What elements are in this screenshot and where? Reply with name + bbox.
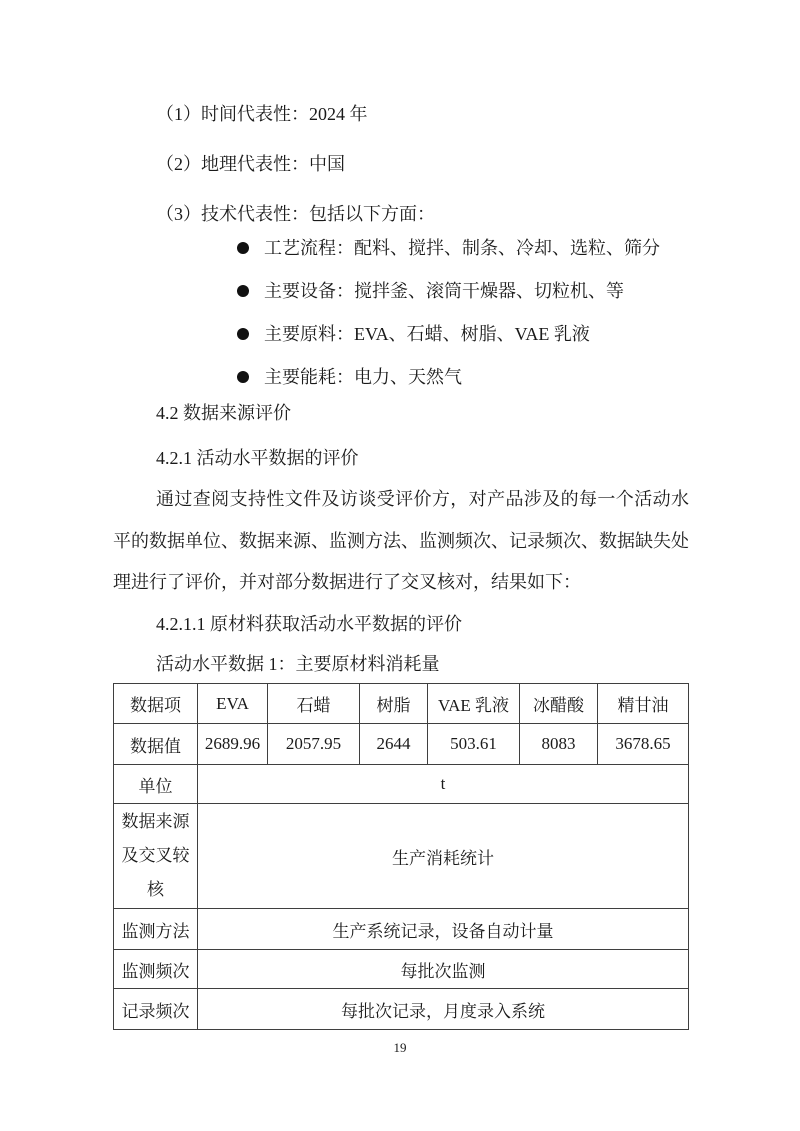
table-row bbox=[114, 724, 689, 765]
bullet-item-materials bbox=[237, 322, 590, 346]
table-row bbox=[114, 765, 689, 804]
column-header: VAE 乳液 bbox=[428, 684, 520, 724]
cell-value: 2057.95 bbox=[268, 724, 360, 765]
cell-value: 生产系统记录，设备自动计量 bbox=[198, 909, 689, 950]
row-label: 数据来源及交叉较核 bbox=[114, 804, 198, 909]
bullet-dot-icon bbox=[237, 285, 249, 297]
cell-value: 生产消耗统计 bbox=[198, 804, 689, 909]
cell-value: 2689.96 bbox=[198, 724, 268, 765]
table-row bbox=[114, 684, 689, 724]
row-label: 单位 bbox=[114, 765, 198, 804]
table-caption: 活动水平数据 1：主要原材料消耗量 bbox=[156, 654, 440, 674]
table-row bbox=[114, 804, 689, 909]
heading-4-2-1: 4.2.1 活动水平数据的评价 bbox=[156, 448, 359, 468]
column-header: 石蜡 bbox=[268, 684, 360, 724]
bullet-text: 工艺流程：配料、搅拌、制条、冷却、选粒、筛分 bbox=[264, 238, 660, 258]
column-header: 冰醋酸 bbox=[520, 684, 598, 724]
bullet-item-process bbox=[237, 236, 660, 260]
bullet-text: 主要能耗：电力、天然气 bbox=[264, 367, 462, 387]
column-header: 精甘油 bbox=[598, 684, 689, 724]
cell-value: 2644 bbox=[360, 724, 428, 765]
cell-value: t bbox=[198, 765, 689, 804]
row-label: 监测频次 bbox=[114, 950, 198, 989]
bullet-dot-icon bbox=[237, 371, 249, 383]
heading-4-2-1-1: 4.2.1.1 原材料获取活动水平数据的评价 bbox=[156, 614, 462, 634]
numbered-item-3: （3）技术代表性：包括以下方面： bbox=[156, 204, 435, 224]
table-row bbox=[114, 989, 689, 1030]
column-header: EVA bbox=[198, 684, 268, 724]
bullet-text: 主要设备：搅拌釜、滚筒干燥器、切粒机、等 bbox=[264, 281, 624, 301]
cell-value: 8083 bbox=[520, 724, 598, 765]
bullet-item-equipment bbox=[237, 279, 624, 303]
bullet-item-energy bbox=[237, 365, 462, 389]
table-row bbox=[114, 909, 689, 950]
bullet-text: 主要原料：EVA、石蜡、树脂、VAE 乳液 bbox=[264, 324, 590, 344]
bullet-dot-icon bbox=[237, 328, 249, 340]
cell-value: 每批次记录，月度录入系统 bbox=[198, 989, 689, 1030]
numbered-item-2: （2）地理代表性：中国 bbox=[156, 154, 345, 174]
row-label: 监测方法 bbox=[114, 909, 198, 950]
bullet-dot-icon bbox=[237, 242, 249, 254]
cell-value: 503.61 bbox=[428, 724, 520, 765]
page-number: 19 bbox=[393, 1040, 407, 1055]
column-header: 树脂 bbox=[360, 684, 428, 724]
row-label: 记录频次 bbox=[114, 989, 198, 1030]
row-label: 数据值 bbox=[114, 724, 198, 765]
cell-value: 每批次监测 bbox=[198, 950, 689, 989]
row-label: 数据项 bbox=[114, 684, 198, 724]
cell-value: 3678.65 bbox=[598, 724, 689, 765]
activity-data-table bbox=[113, 683, 689, 1030]
table-row bbox=[114, 950, 689, 989]
heading-4-2: 4.2 数据来源评价 bbox=[156, 403, 291, 423]
numbered-item-1: （1）时间代表性：2024 年 bbox=[156, 104, 368, 124]
evaluation-paragraph: 通过查阅支持性文件及访谈受评价方，对产品涉及的每一个活动水平的数据单位、数据来源、监测方法、监测频次、记录频次、数据缺失处理进行了评价，并对部分数据进行了交叉核对，结果如下： bbox=[113, 489, 689, 592]
